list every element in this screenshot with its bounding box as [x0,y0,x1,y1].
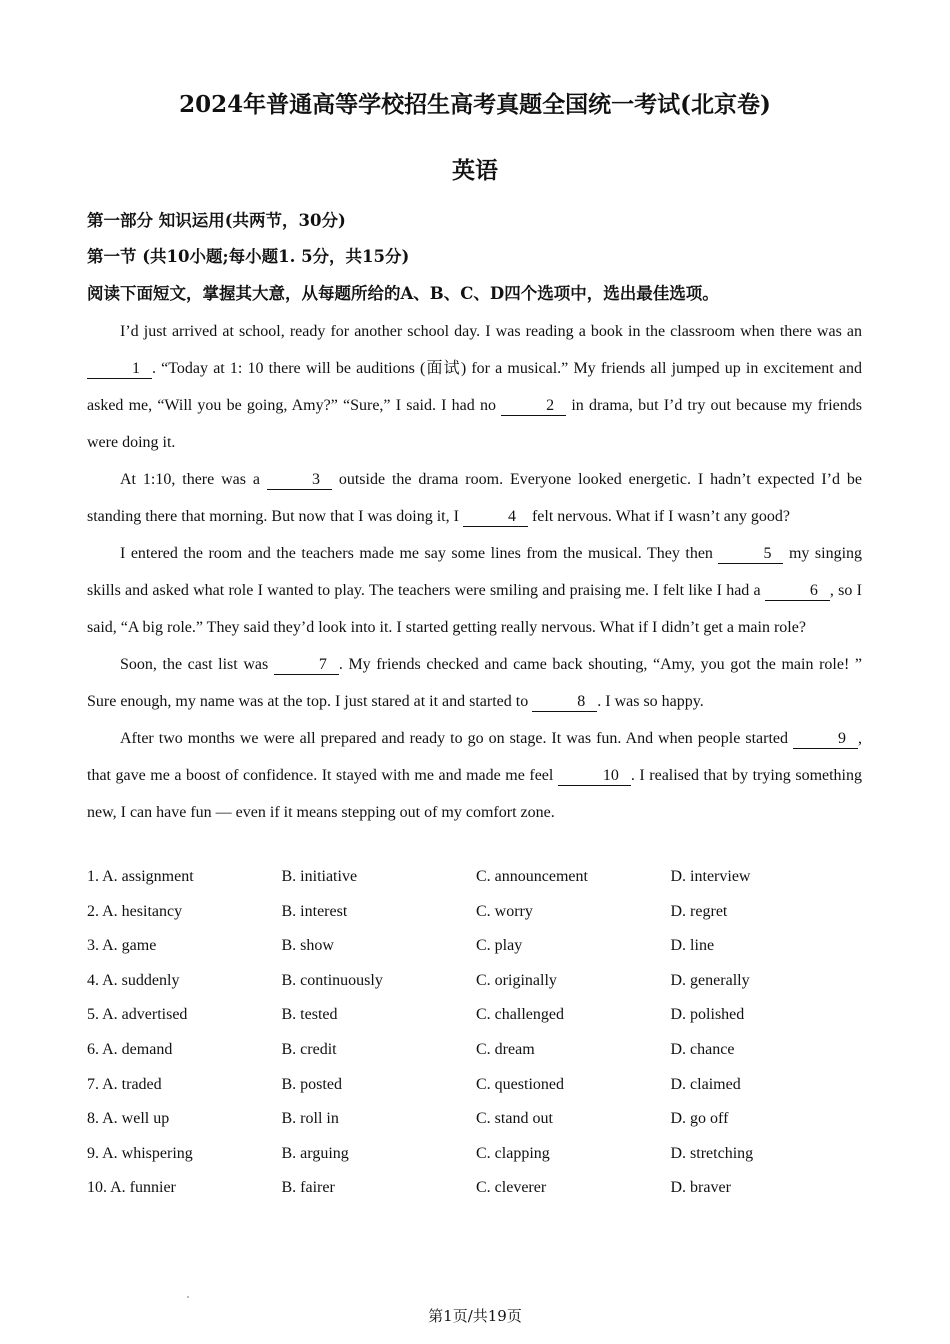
option-8b: B. roll in [281,1110,339,1128]
option-row-3 [87,932,867,967]
option-4d: D. generally [670,971,750,989]
option-8c: C. stand out [476,1110,553,1128]
option-9b: B. arguing [281,1144,349,1162]
option-10c: C. cleverer [476,1179,547,1197]
option-6b: B. credit [281,1040,337,1058]
option-9a: 9. A. whispering [87,1144,193,1162]
option-row-8 [87,1105,867,1140]
section-heading: 第一节 (共10小题;每小题1. 5分，共15分) [87,247,410,266]
option-3a: 3. A. game [87,937,157,955]
option-9c: C. clapping [476,1144,550,1162]
option-1a: 1. A. assignment [87,868,194,885]
subject-title: 英语 [452,157,498,184]
instruction-text: 阅读下面短文，掌握其大意，从每题所给的A、B、C、D四个选项中，选出最佳选项。 [87,284,719,303]
blank-4: 4 [463,508,528,527]
blank-6: 6 [765,582,830,601]
option-2d: D. regret [670,902,728,920]
option-4c: C. originally [476,971,557,989]
blank-5: 5 [718,545,783,564]
option-row-1 [87,863,867,898]
page-footer: 第1页/共19页 [428,1307,522,1325]
answer-options [87,863,867,1209]
option-6a: 6. A. demand [87,1040,173,1058]
option-5b: B. tested [281,1006,338,1024]
option-3c: C. play [476,937,523,955]
blank-8: 8 [532,693,597,712]
passage-paragraph-2: At 1:10, there was a 3 outside the drama room. Everyone looked energetic. I hadn’t expected I’d be standing there that morning. But now that I was doing it, I 4 felt nervous. What if I wasn’t any good? [87,471,863,525]
option-2c: C. worry [476,902,533,920]
option-9d: D. stretching [670,1144,754,1162]
option-row-2 [87,898,867,933]
option-10d: D. braver [670,1179,731,1197]
option-7d: D. claimed [670,1075,741,1093]
option-5d: D. polished [670,1006,745,1024]
passage-paragraph-4: Soon, the cast list was 7 . My friends checked and came back shouting, “Amy, you got the main role! ” Sure enough, my name was at the top. I just stared at it and started to 8 . I was so happy. [87,656,863,710]
option-3b: B. show [281,937,334,955]
option-6c: C. dream [476,1040,535,1058]
part-heading: 第一部分 知识运用(共两节，30分) [87,211,346,230]
option-row-9 [87,1140,867,1175]
blank-9: 9 [793,730,858,749]
option-5c: C. challenged [476,1006,564,1024]
option-7a: 7. A. traded [87,1075,162,1093]
blank-1: 1 [87,360,152,379]
passage-paragraph-1: I’d just arrived at school, ready for another school day. I was reading a book in the classroom when there was an 1 . “Today at 1: 10 there will be auditions (面试) for a musical.” My friends all jumped up in excitement and asked me, “Will you be going, Amy?” “Sure,” I said. I had no 2 in drama, but I’d try out because my friends were doing it. [87,323,863,451]
option-2b: B. interest [281,902,348,920]
option-row-4 [87,967,867,1002]
blank-2: 2 [501,397,566,416]
option-1c: C. announcement [476,868,588,885]
option-6d: D. chance [670,1040,735,1058]
option-3d: D. line [670,937,715,955]
option-7c: C. questioned [476,1075,564,1093]
option-row-5 [87,1001,867,1036]
option-2a: 2. A. hesitancy [87,902,183,920]
option-4a: 4. A. suddenly [87,971,180,989]
option-row-7 [87,1071,867,1106]
option-7b: B. posted [281,1075,342,1093]
scan-dot [187,1296,189,1298]
option-5a: 5. A. advertised [87,1006,188,1024]
option-10a: 10. A. funnier [87,1179,176,1197]
blank-10: 10 [558,767,631,786]
exam-title: 2024年普通高等学校招生高考真题全国统一考试(北京卷) [179,91,771,118]
option-4b: B. continuously [281,971,383,989]
option-10b: B. fairer [281,1179,335,1197]
blank-7: 7 [274,656,339,675]
option-1d: D. interview [670,868,751,885]
cloze-passage [87,313,862,831]
option-1b: B. initiative [281,868,358,885]
passage-paragraph-5: After two months we were all prepared and ready to go on stage. It was fun. And when people started 9 , that gave me a boost of confidence. It stayed with me and made me feel 10 . I realised that by trying something new, I can have fun — even if it means stepping out of my comfort zone. [87,730,863,821]
blank-3: 3 [267,471,332,490]
option-8d: D. go off [670,1110,729,1128]
passage-paragraph-3: I entered the room and the teachers made me say some lines from the musical. They then 5 my singing skills and asked what role I wanted to play. The teachers were smiling and praising me. I felt like I had a 6 , so I said, “A big role.” They said they’d look into it. I started getting really nervous. What if I didn’t get a main role? [87,545,863,636]
option-row-10 [87,1174,867,1209]
option-8a: 8. A. well up [87,1110,170,1128]
option-row-6 [87,1036,867,1071]
